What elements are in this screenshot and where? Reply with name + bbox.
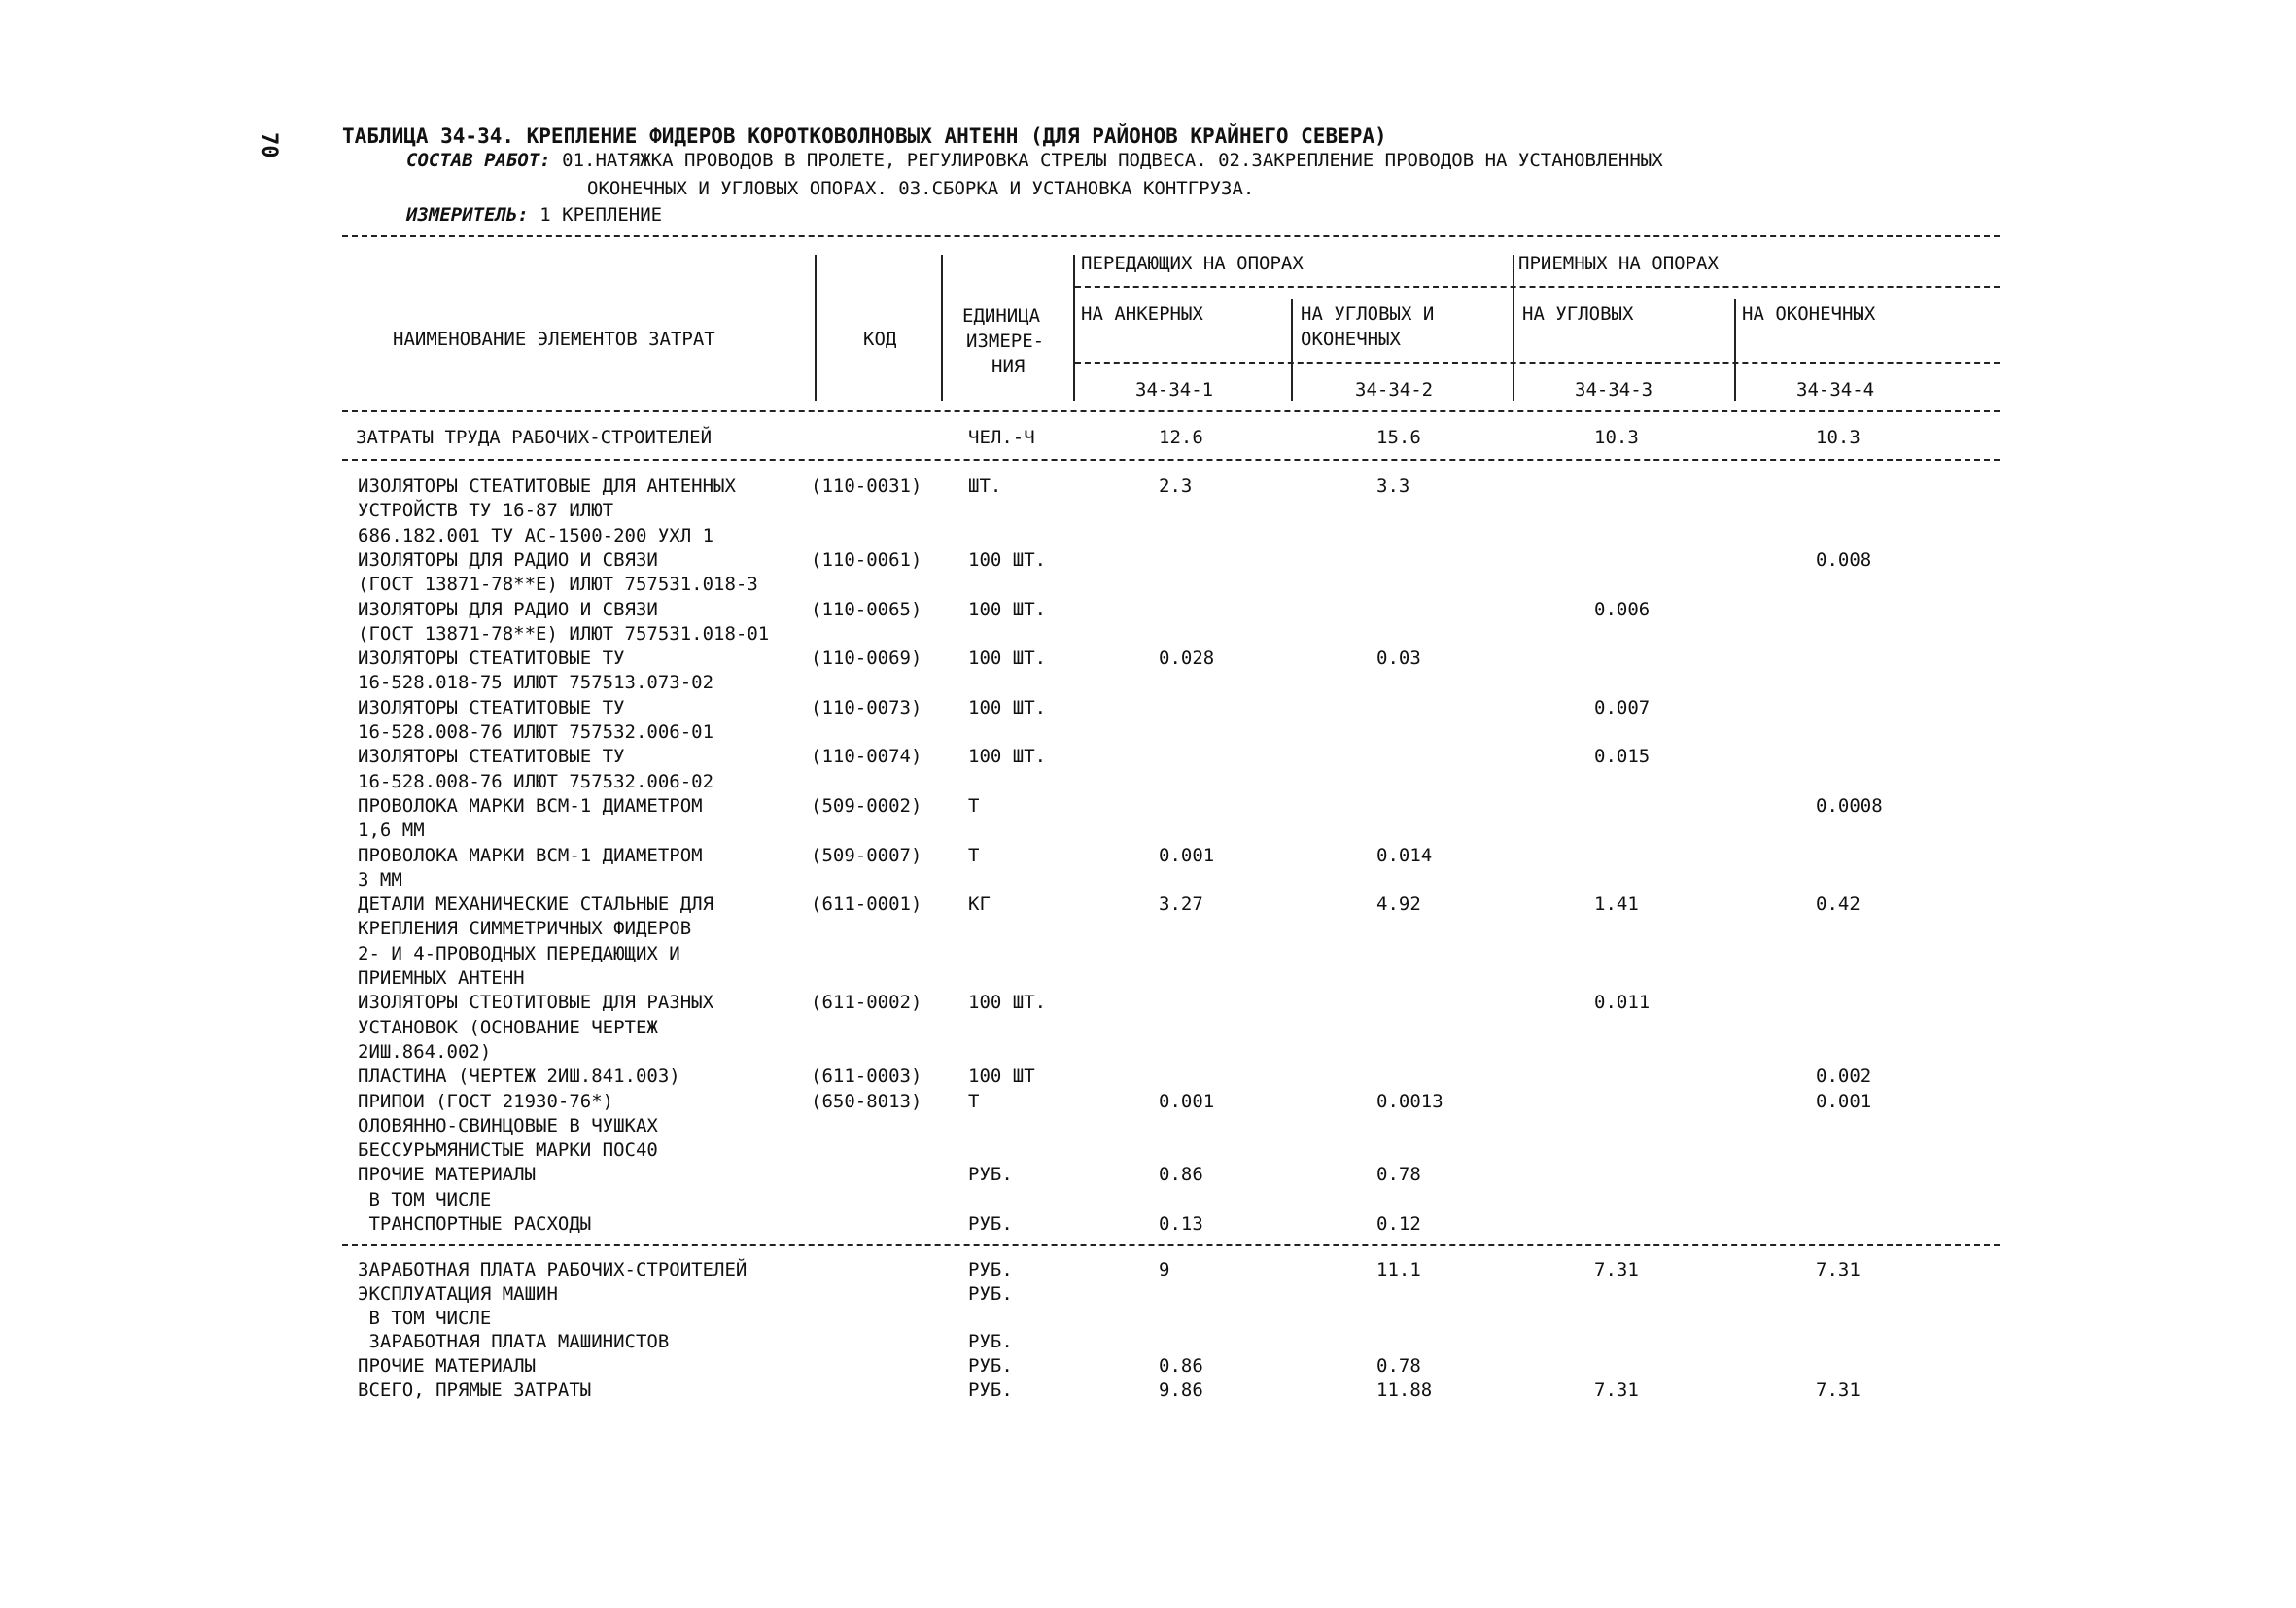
- row-name-line: 686.182.001 ТУ АС-1500-200 УХЛ 1: [358, 524, 714, 546]
- labor-value-1: 12.6: [1159, 427, 1203, 448]
- row-code: (110-0069): [811, 647, 922, 670]
- row-name-line: ИЗОЛЯТОРЫ СТЕАТИТОВЫЕ ДЛЯ АНТЕННЫХ: [358, 475, 736, 497]
- header-bottom-rule: [342, 410, 2000, 412]
- row-value-3: 7.31: [1594, 1259, 1639, 1280]
- row-value-3: 0.015: [1594, 746, 1651, 768]
- work-composition-text-2: ОКОНЕЧНЫХ И УГЛОВЫХ ОПОРАХ. 03.СБОРКА И УСТАНОВКА КОНТГРУЗА.: [587, 178, 1255, 199]
- row-value-3: 7.31: [1594, 1380, 1639, 1401]
- row-value-2: 3.3: [1376, 475, 1410, 497]
- row-code: (110-0065): [811, 598, 922, 620]
- row-name-line: ЭКСПЛУАТАЦИЯ МАШИН: [358, 1282, 558, 1305]
- row-name-line: В ТОМ ЧИСЛЕ: [358, 1188, 492, 1210]
- labor-value-3: 10.3: [1594, 427, 1639, 448]
- row-value-2: 11.1: [1376, 1259, 1421, 1280]
- header-col-code-2: 34-34-2: [1355, 379, 1434, 401]
- divider-sub3-sub4: [1734, 299, 1736, 401]
- group-rule: [1075, 286, 2000, 288]
- row-code: (110-0074): [811, 746, 922, 768]
- row-value-4: 0.001: [1816, 1090, 1872, 1112]
- row-name-line: 1,6 ММ: [358, 820, 425, 842]
- row-value-1: 0.001: [1159, 844, 1215, 866]
- header-col-code-1: 34-34-1: [1135, 379, 1214, 401]
- row-unit: РУБ.: [968, 1331, 1013, 1353]
- divider-unit-values: [1073, 255, 1075, 401]
- header-code: КОД: [863, 329, 897, 350]
- row-unit: 100 ШТ.: [968, 598, 1047, 620]
- row-unit: КГ: [968, 893, 991, 916]
- header-group-receive: ПРИЕМНЫХ НА ОПОРАХ: [1518, 253, 1719, 274]
- row-unit: 100 ШТ.: [968, 647, 1047, 670]
- row-unit: РУБ.: [968, 1259, 1013, 1280]
- page-number: 70: [257, 132, 281, 158]
- row-code: (110-0031): [811, 475, 922, 497]
- row-value-1: 0.86: [1159, 1164, 1203, 1186]
- row-unit: Т: [968, 1090, 980, 1112]
- row-code: (611-0002): [811, 992, 922, 1014]
- row-value-1: 2.3: [1159, 475, 1193, 497]
- row-value-1: 3.27: [1159, 893, 1203, 916]
- row-name-line: ПЛАСТИНА (ЧЕРТЕЖ 2ИШ.841.003): [358, 1066, 680, 1088]
- header-sub-corner-end-2: ОКОНЕЧНЫХ: [1301, 329, 1401, 350]
- row-value-2: 11.88: [1376, 1380, 1433, 1401]
- divider-sub1-sub2: [1291, 299, 1293, 401]
- divider-groups: [1513, 255, 1514, 401]
- labor-name: ЗАТРАТЫ ТРУДА РАБОЧИХ-СТРОИТЕЛЕЙ: [356, 427, 713, 448]
- row-name-line: ТРАНСПОРТНЫЕ РАСХОДЫ: [358, 1213, 592, 1235]
- row-unit: 100 ШТ.: [968, 746, 1047, 768]
- row-unit: ШТ.: [968, 475, 1002, 497]
- row-value-2: 0.12: [1376, 1213, 1421, 1235]
- header-unit-1: ЕДИНИЦА: [962, 305, 1041, 327]
- row-value-3: 0.011: [1594, 992, 1651, 1014]
- row-name-line: В ТОМ ЧИСЛЕ: [358, 1307, 492, 1329]
- row-unit: 100 ШТ: [968, 1066, 1035, 1088]
- row-name-line: ПРИПОИ (ГОСТ 21930-76*): [358, 1090, 614, 1112]
- row-name-line: 16-528.008-76 ИЛЮТ 757532.006-01: [358, 721, 714, 743]
- header-name: НАИМЕНОВАНИЕ ЭЛЕМЕНТОВ ЗАТРАТ: [393, 329, 715, 350]
- row-name-line: ИЗОЛЯТОРЫ СТЕОТИТОВЫЕ ДЛЯ РАЗНЫХ: [358, 992, 714, 1014]
- row-value-2: 0.0013: [1376, 1090, 1444, 1112]
- row-name-line: ПРОЧИЕ МАТЕРИАЛЫ: [358, 1355, 537, 1378]
- row-name-line: ПРОВОЛОКА МАРКИ ВСМ-1 ДИАМЕТРОМ: [358, 844, 703, 866]
- divider-code-unit: [941, 255, 943, 401]
- row-code: (110-0061): [811, 548, 922, 571]
- row-name-line: ВСЕГО, ПРЯМЫЕ ЗАТРАТЫ: [358, 1380, 592, 1401]
- row-value-2: 4.92: [1376, 893, 1421, 916]
- row-unit: 100 ШТ.: [968, 548, 1047, 571]
- row-unit: РУБ.: [968, 1282, 1013, 1305]
- row-name-line: ИЗОЛЯТОРЫ СТЕАТИТОВЫЕ ТУ: [358, 696, 625, 718]
- code-row-rule: [1075, 362, 2000, 364]
- row-value-4: 7.31: [1816, 1259, 1861, 1280]
- row-name-line: 2ИШ.864.002): [358, 1040, 492, 1063]
- row-code: (509-0002): [811, 794, 922, 817]
- labor-unit: ЧЕЛ.-Ч: [968, 427, 1035, 448]
- row-name-line: ПРОЧИЕ МАТЕРИАЛЫ: [358, 1164, 537, 1186]
- row-name-line: ОЛОВЯННО-СВИНЦОВЫЕ В ЧУШКАХ: [358, 1114, 658, 1136]
- row-name-line: УСТРОЙСТВ ТУ 16-87 ИЛЮТ: [358, 500, 614, 522]
- row-value-4: 0.002: [1816, 1066, 1872, 1088]
- row-value-1: 9: [1159, 1259, 1170, 1280]
- row-name-line: (ГОСТ 13871-78**Е) ИЛЮТ 757531.018-01: [358, 622, 770, 645]
- meter-label: ИЗМЕРИТЕЛЬ:: [406, 204, 529, 226]
- header-col-code-3: 34-34-3: [1575, 379, 1653, 401]
- row-value-4: 0.42: [1816, 893, 1861, 916]
- meter-value: 1 КРЕПЛЕНИЕ: [539, 204, 663, 226]
- labor-value-4: 10.3: [1816, 427, 1861, 448]
- header-unit-2: ИЗМЕРЕ-: [966, 331, 1045, 352]
- row-name-line: 3 ММ: [358, 868, 402, 891]
- row-unit: РУБ.: [968, 1164, 1013, 1186]
- row-name-line: ИЗОЛЯТОРЫ СТЕАТИТОВЫЕ ТУ: [358, 746, 625, 768]
- row-code: (110-0073): [811, 696, 922, 718]
- row-value-2: 0.014: [1376, 844, 1433, 866]
- row-value-3: 1.41: [1594, 893, 1639, 916]
- row-value-3: 0.006: [1594, 598, 1651, 620]
- header-sub-end: НА ОКОНЕЧНЫХ: [1742, 303, 1876, 325]
- table-title: ТАБЛИЦА 34-34. КРЕПЛЕНИЕ ФИДЕРОВ КОРОТКОВОЛНОВЫХ АНТЕНН (ДЛЯ РАЙОНОВ КРАЙНЕГО СЕВЕРА): [342, 124, 1387, 148]
- row-value-1: 0.13: [1159, 1213, 1203, 1235]
- row-name-line: ИЗОЛЯТОРЫ ДЛЯ РАДИО И СВЯЗИ: [358, 548, 658, 571]
- row-name-line: 16-528.008-76 ИЛЮТ 757532.006-02: [358, 770, 714, 792]
- row-name-line: 2- И 4-ПРОВОДНЫХ ПЕРЕДАЮЩИХ И: [358, 942, 680, 964]
- header-sub-corner-end-1: НА УГЛОВЫХ И: [1301, 303, 1435, 325]
- meter-line: [406, 204, 662, 226]
- row-value-2: 0.78: [1376, 1164, 1421, 1186]
- header-unit-3: НИЯ: [991, 356, 1026, 377]
- row-name-line: ДЕТАЛИ МЕХАНИЧЕСКИЕ СТАЛЬНЫЕ ДЛЯ: [358, 893, 714, 916]
- row-value-1: 0.001: [1159, 1090, 1215, 1112]
- labor-rule: [342, 459, 2000, 461]
- row-unit: Т: [968, 844, 980, 866]
- divider-name-code: [815, 255, 817, 401]
- row-unit: Т: [968, 794, 980, 817]
- header-top-rule: [342, 235, 2000, 237]
- work-composition-label: СОСТАВ РАБОТ:: [406, 150, 551, 171]
- row-name-line: ПРИЕМНЫХ АНТЕНН: [358, 967, 525, 989]
- header-col-code-4: 34-34-4: [1796, 379, 1875, 401]
- work-composition-line-1: [406, 150, 1663, 171]
- row-name-line: КРЕПЛЕНИЯ СИММЕТРИЧНЫХ ФИДЕРОВ: [358, 918, 692, 940]
- row-unit: РУБ.: [968, 1355, 1013, 1378]
- row-unit: РУБ.: [968, 1213, 1013, 1235]
- row-name-line: ЗАРАБОТНАЯ ПЛАТА РАБОЧИХ-СТРОИТЕЛЕЙ: [358, 1259, 748, 1280]
- row-name-line: ИЗОЛЯТОРЫ СТЕАТИТОВЫЕ ТУ: [358, 647, 625, 670]
- labor-value-2: 15.6: [1376, 427, 1421, 448]
- header-group-transmit: ПЕРЕДАЮЩИХ НА ОПОРАХ: [1081, 253, 1304, 274]
- row-name-line: БЕССУРЬМЯНИСТЫЕ МАРКИ ПОС40: [358, 1139, 658, 1162]
- row-code: (509-0007): [811, 844, 922, 866]
- row-code: (650-8013): [811, 1090, 922, 1112]
- row-unit: 100 ШТ.: [968, 992, 1047, 1014]
- row-value-1: 0.028: [1159, 647, 1215, 670]
- row-code: (611-0001): [811, 893, 922, 916]
- row-name-line: УСТАНОВОК (ОСНОВАНИЕ ЧЕРТЕЖ: [358, 1016, 658, 1038]
- row-code: (611-0003): [811, 1066, 922, 1088]
- header-sub-corner: НА УГЛОВЫХ: [1522, 303, 1634, 325]
- row-name-line: 16-528.018-75 ИЛЮТ 757513.073-02: [358, 672, 714, 694]
- row-unit: 100 ШТ.: [968, 696, 1047, 718]
- row-name-line: ИЗОЛЯТОРЫ ДЛЯ РАДИО И СВЯЗИ: [358, 598, 658, 620]
- materials-rule: [342, 1244, 2000, 1246]
- row-value-4: 0.008: [1816, 548, 1872, 571]
- row-value-3: 0.007: [1594, 696, 1651, 718]
- row-value-2: 0.03: [1376, 647, 1421, 670]
- row-unit: РУБ.: [968, 1380, 1013, 1401]
- row-value-4: 7.31: [1816, 1380, 1861, 1401]
- row-name-line: ЗАРАБОТНАЯ ПЛАТА МАШИНИСТОВ: [358, 1331, 670, 1353]
- header-sub-anchor: НА АНКЕРНЫХ: [1081, 303, 1203, 325]
- row-value-4: 0.0008: [1816, 794, 1883, 817]
- row-value-1: 0.86: [1159, 1355, 1203, 1378]
- row-value-1: 9.86: [1159, 1380, 1203, 1401]
- work-composition-text-1: 01.НАТЯЖКА ПРОВОДОВ В ПРОЛЕТЕ, РЕГУЛИРОВКА СТРЕЛЫ ПОДВЕСА. 02.ЗАКРЕПЛЕНИЕ ПРОВОДОВ НА УСТАНОВЛЕННЫХ: [562, 150, 1663, 171]
- row-value-2: 0.78: [1376, 1355, 1421, 1378]
- row-name-line: ПРОВОЛОКА МАРКИ ВСМ-1 ДИАМЕТРОМ: [358, 794, 703, 817]
- row-name-line: (ГОСТ 13871-78**Е) ИЛЮТ 757531.018-3: [358, 574, 758, 596]
